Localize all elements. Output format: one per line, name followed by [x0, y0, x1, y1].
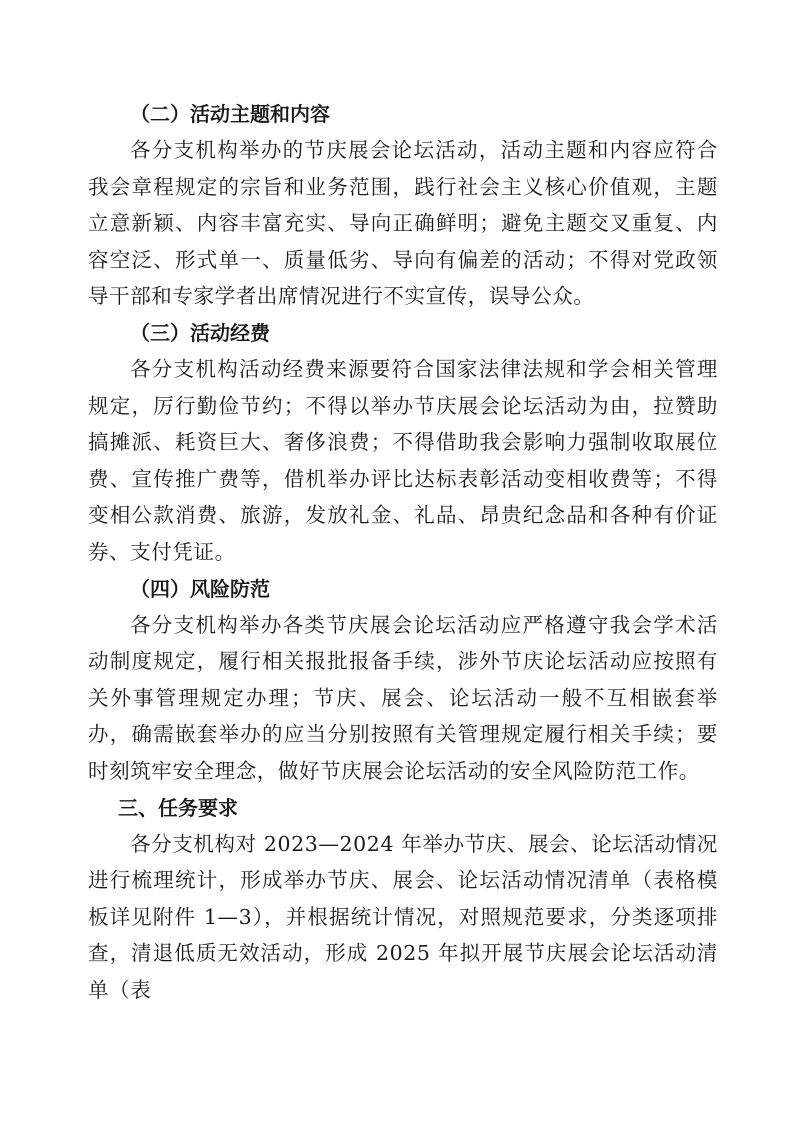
section-heading-risk: （四）风险防范: [130, 576, 270, 601]
section-body-risk: 各分支机构举办各类节庆展会论坛活动应严格遵守我会学术活动制度规定，履行相关报批报备手续，涉外节庆论坛活动应按照有关外事管理规定办理；节庆、展会、论坛活动一般不互相嵌套举办，确需嵌套举办的应当分别按照有关管理规定履行相关手续；要时刻筑牢安全理念，做好节庆展会论坛活动的安全风险防范工作。: [88, 612, 718, 783]
document-page: [88, 96, 718, 1008]
section-body-theme: 各分支机构举办的节庆展会论坛活动，活动主题和内容应符合我会章程规定的宗旨和业务范围，践行社会主义核心价值观，主题立意新颖、内容丰富充实、导向正确鲜明；避免主题交叉重复、内容空泛、形式单一、质量低劣、导向有偏差的活动；不得对党政领导干部和专家学者出席情况进行不实宣传，误导公众。: [88, 138, 718, 309]
section-heading-funding: （三）活动经费: [130, 320, 270, 345]
section-body-funding: 各分支机构活动经费来源要符合国家法律法规和学会相关管理规定，厉行勤俭节约；不得以举办节庆展会论坛活动为由，拉赞助搞摊派、耗资巨大、奢侈浪费；不得借助我会影响力强制收取展位费、宣传推广费等，借机举办评比达标表彰活动变相收费等；不得变相公款消费、旅游，发放礼金、礼品、昂贵纪念品和各种有价证券、支付凭证。: [88, 356, 718, 564]
section-body-tasks: 各分支机构对 2023—2024 年举办节庆、展会、论坛活动情况进行梳理统计，形成举办节庆、展会、论坛活动情况清单（表格模板详见附件 1—3），并根据统计情况，对照规范要求，分类逐项排查，清退低质无效活动，形成 2025 年拟开展节庆展会论坛活动清单（表: [88, 831, 718, 1002]
section-heading-theme: （二）活动主题和内容: [130, 102, 330, 126]
section-heading-tasks: 三、任务要求: [118, 795, 238, 820]
